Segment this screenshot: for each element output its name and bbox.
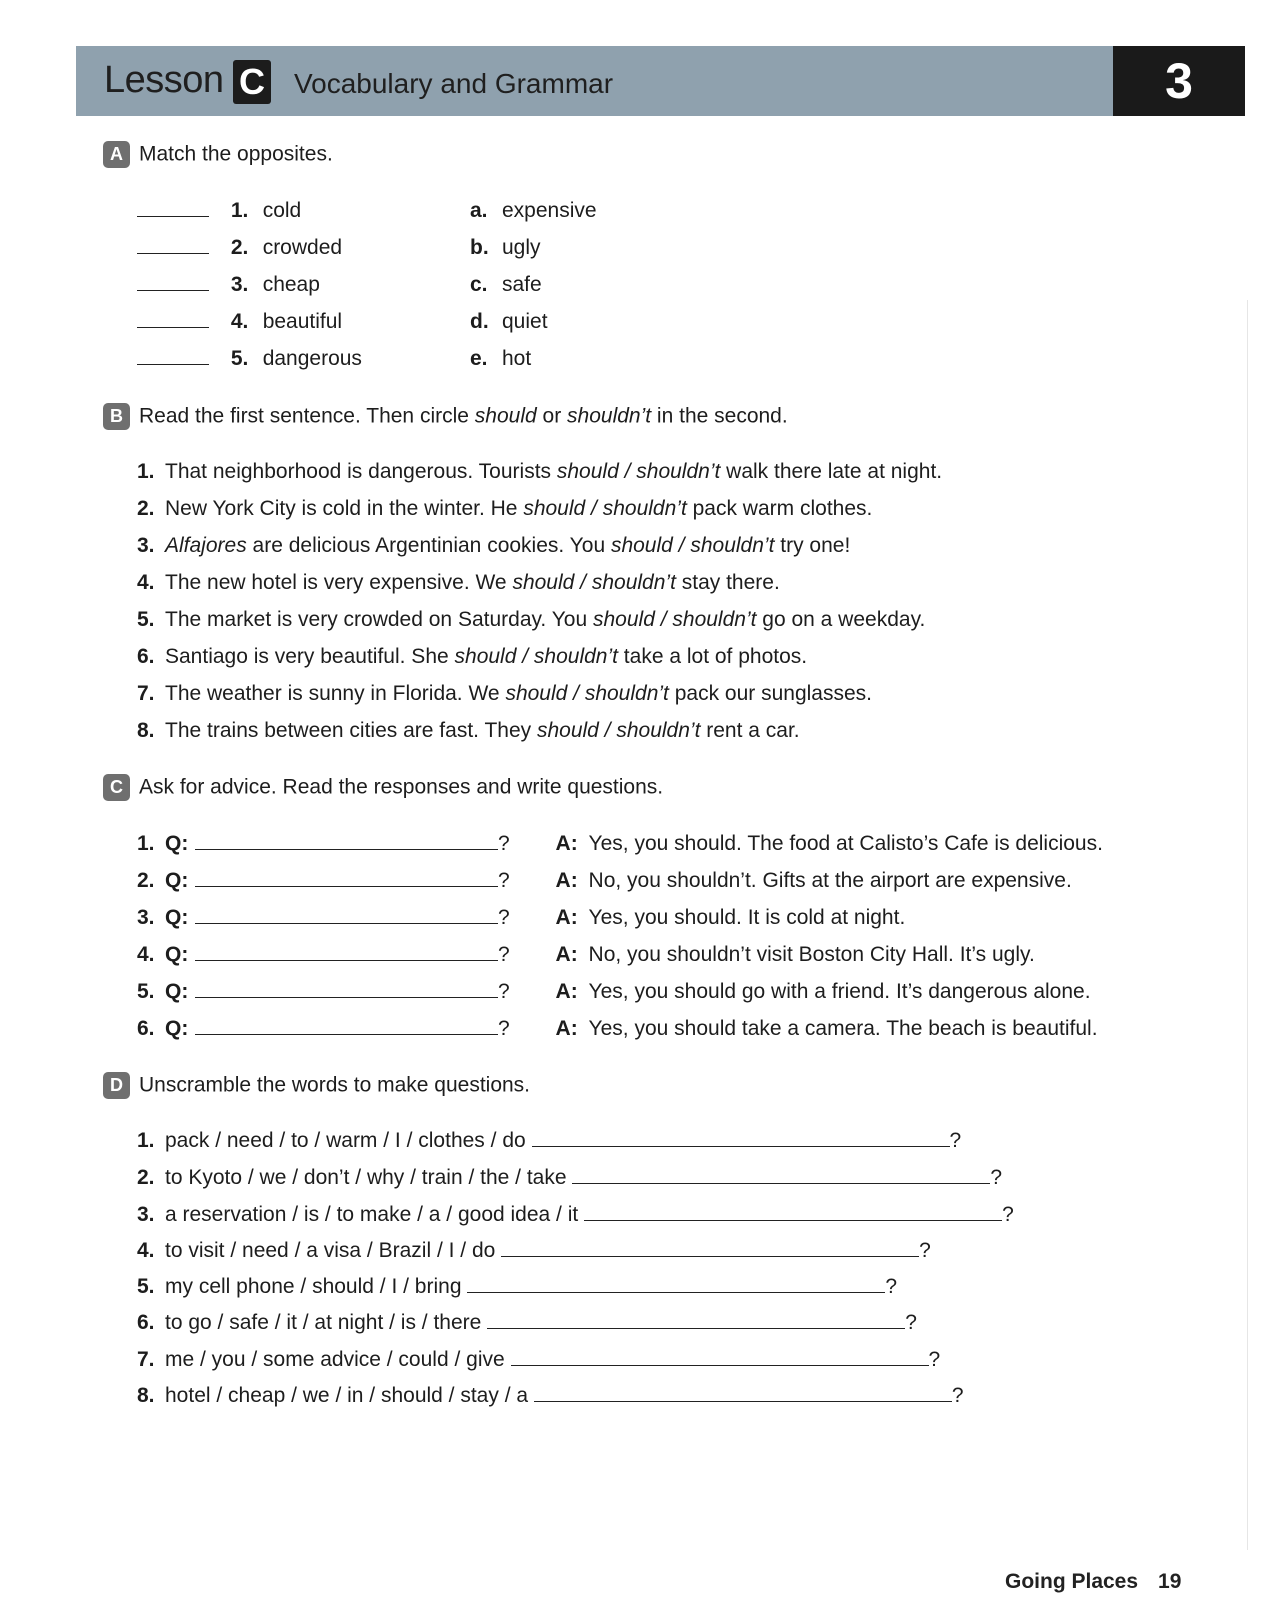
scrambled-words: pack / need / to / warm / I / clothes / do bbox=[165, 1129, 526, 1152]
unit-number: 3 bbox=[1113, 46, 1245, 116]
item-number: 5. bbox=[230, 347, 249, 370]
item-number: 3. bbox=[137, 534, 155, 557]
match-option bbox=[470, 236, 541, 260]
match-word: cheap bbox=[262, 273, 320, 296]
sentence-item: 4. The new hotel is very expensive. We should / shouldn’t stay there. bbox=[137, 571, 780, 594]
answer-blank[interactable] bbox=[572, 1165, 990, 1184]
sentence-item: 8. The trains between cities are fast. They should / shouldn’t rent a car. bbox=[137, 719, 800, 742]
a-label: A: bbox=[555, 943, 578, 966]
item-number: 6. bbox=[137, 645, 155, 668]
lesson-header bbox=[76, 46, 1245, 116]
match-item bbox=[137, 346, 362, 371]
scrambled-words: me / you / some advice / could / give bbox=[165, 1348, 505, 1371]
answer-blank[interactable] bbox=[137, 235, 209, 254]
question-mark: ? bbox=[885, 1275, 898, 1298]
answer-text: No, you shouldn’t visit Boston City Hall. It’s ugly. bbox=[588, 943, 1035, 966]
section-c-heading bbox=[103, 774, 663, 801]
page-number: 19 bbox=[1158, 1570, 1182, 1593]
book-title: Going Places bbox=[1005, 1570, 1139, 1593]
question-blank[interactable] bbox=[195, 942, 498, 961]
sentence-item: 5. The market is very crowded on Saturday. You should / shouldn’t go on a weekday. bbox=[137, 608, 926, 631]
question-blank[interactable] bbox=[195, 905, 498, 924]
option-letter: e. bbox=[470, 347, 488, 370]
option-letter: d. bbox=[470, 310, 489, 333]
item-number: 3. bbox=[137, 1203, 155, 1226]
option-word: quiet bbox=[502, 310, 548, 333]
qa-item bbox=[137, 942, 1035, 967]
match-item bbox=[137, 309, 342, 334]
unscramble-item bbox=[137, 1238, 931, 1263]
question-mark: ? bbox=[498, 980, 510, 1003]
option-word: hot bbox=[502, 347, 532, 370]
item-number: 2. bbox=[137, 869, 155, 892]
q-label: Q: bbox=[165, 906, 189, 929]
scrambled-words: to go / safe / it / at night / is / there bbox=[165, 1311, 482, 1334]
item-number: 1. bbox=[137, 460, 155, 483]
q-label: Q: bbox=[165, 832, 189, 855]
question-mark: ? bbox=[1002, 1203, 1014, 1226]
item-number: 2. bbox=[230, 236, 249, 259]
q-label: Q: bbox=[165, 980, 189, 1003]
section-b-instruction: Read the first sentence. Then circle should or shouldn’t in the second. bbox=[139, 404, 788, 428]
page-edge-divider bbox=[1247, 300, 1248, 1550]
question-mark: ? bbox=[951, 1384, 964, 1407]
unscramble-item bbox=[137, 1347, 940, 1372]
qa-item bbox=[137, 868, 1072, 893]
section-c-instruction: Ask for advice. Read the responses and write questions. bbox=[139, 775, 664, 799]
item-number: 8. bbox=[137, 719, 155, 742]
answer-blank[interactable] bbox=[137, 198, 209, 217]
should-shouldnt-choice[interactable]: should / shouldn’t bbox=[536, 719, 701, 742]
lesson-label: Lesson bbox=[104, 59, 224, 101]
item-number: 7. bbox=[137, 682, 155, 705]
question-blank[interactable] bbox=[195, 979, 498, 998]
item-number: 1. bbox=[137, 832, 155, 855]
answer-blank[interactable] bbox=[137, 272, 209, 291]
item-number: 1. bbox=[137, 1129, 155, 1152]
answer-text: Yes, you should. It is cold at night. bbox=[588, 906, 906, 929]
match-word: beautiful bbox=[262, 310, 343, 333]
answer-text: Yes, you should go with a friend. It’s dangerous alone. bbox=[588, 980, 1091, 1003]
match-item bbox=[137, 272, 320, 297]
answer-blank[interactable] bbox=[584, 1202, 1002, 1221]
scrambled-words: my cell phone / should / I / bring bbox=[165, 1275, 462, 1298]
a-label: A: bbox=[555, 832, 578, 855]
sentence-item: 2. New York City is cold in the winter. He should / shouldn’t pack warm clothes. bbox=[137, 497, 873, 520]
section-c-badge: C bbox=[103, 774, 130, 801]
option-letter: b. bbox=[470, 236, 489, 259]
match-word: cold bbox=[262, 199, 302, 222]
option-word: ugly bbox=[502, 236, 541, 259]
item-number: 4. bbox=[137, 1239, 155, 1262]
item-number: 6. bbox=[137, 1311, 155, 1334]
should-shouldnt-choice[interactable]: should / shouldn’t bbox=[523, 497, 687, 520]
a-label: A: bbox=[555, 980, 578, 1003]
item-number: 7. bbox=[137, 1348, 155, 1371]
sentence-item: 7. The weather is sunny in Florida. We should / shouldn’t pack our sunglasses. bbox=[137, 682, 872, 705]
section-d-heading bbox=[103, 1072, 530, 1099]
item-number: 1. bbox=[230, 199, 249, 222]
qa-item bbox=[137, 905, 905, 930]
question-mark: ? bbox=[928, 1348, 941, 1371]
answer-blank[interactable] bbox=[501, 1238, 919, 1257]
item-number: 4. bbox=[137, 571, 155, 594]
should-shouldnt-choice[interactable]: should / shouldn’t bbox=[593, 608, 757, 631]
sentence-item: 3. Alfajores are delicious Argentinian cookies. You should / shouldn’t try one! bbox=[137, 534, 851, 557]
lesson-letter-badge: C bbox=[233, 60, 271, 104]
unscramble-item bbox=[137, 1202, 1014, 1227]
answer-blank[interactable] bbox=[487, 1310, 905, 1329]
answer-text: Yes, you should. The food at Calisto’s Cafe is delicious. bbox=[588, 832, 1103, 855]
item-number: 4. bbox=[137, 943, 155, 966]
match-item bbox=[137, 198, 301, 223]
qa-item bbox=[137, 831, 1103, 856]
item-number: 8. bbox=[137, 1384, 155, 1407]
section-a-heading bbox=[103, 141, 333, 168]
option-letter: a. bbox=[470, 199, 488, 222]
question-blank[interactable] bbox=[195, 868, 498, 887]
scrambled-words: to visit / need / a visa / Brazil / I / do bbox=[165, 1239, 496, 1262]
unscramble-item bbox=[137, 1165, 1002, 1190]
unscramble-item bbox=[137, 1310, 917, 1335]
q-label: Q: bbox=[165, 943, 189, 966]
lesson-title: Vocabulary and Grammar bbox=[294, 68, 614, 99]
item-number: 2. bbox=[137, 497, 155, 520]
scrambled-words: to Kyoto / we / don’t / why / train / the / take bbox=[165, 1166, 567, 1189]
match-word: dangerous bbox=[262, 347, 362, 370]
answer-text: No, you shouldn’t. Gifts at the airport are expensive. bbox=[588, 869, 1072, 892]
match-option bbox=[470, 310, 548, 334]
answer-blank[interactable] bbox=[532, 1128, 950, 1147]
should-shouldnt-choice[interactable]: should / shouldn’t bbox=[512, 571, 676, 594]
answer-text: Yes, you should take a camera. The beach is beautiful. bbox=[588, 1017, 1098, 1040]
a-label: A: bbox=[555, 906, 578, 929]
question-blank[interactable] bbox=[195, 1016, 498, 1035]
should-shouldnt-choice[interactable]: should / shouldn’t bbox=[610, 534, 775, 557]
a-label: A: bbox=[555, 869, 578, 892]
answer-blank[interactable] bbox=[511, 1347, 929, 1366]
question-mark: ? bbox=[498, 1017, 510, 1040]
q-label: Q: bbox=[165, 1017, 189, 1040]
item-number: 5. bbox=[137, 980, 155, 1003]
question-mark: ? bbox=[919, 1239, 931, 1262]
match-option bbox=[470, 273, 542, 297]
question-mark: ? bbox=[498, 832, 510, 855]
should-shouldnt-choice[interactable]: should / shouldn’t bbox=[505, 682, 669, 705]
match-option bbox=[470, 199, 597, 223]
option-word: safe bbox=[502, 273, 542, 296]
section-d-instruction: Unscramble the words to make questions. bbox=[139, 1073, 531, 1097]
scrambled-words: hotel / cheap / we / in / should / stay / a bbox=[165, 1384, 529, 1407]
item-number: 5. bbox=[137, 608, 155, 631]
item-number: 3. bbox=[230, 273, 249, 296]
q-label: Q: bbox=[165, 869, 189, 892]
question-mark: ? bbox=[990, 1166, 1003, 1189]
question-mark: ? bbox=[498, 906, 510, 929]
question-blank[interactable] bbox=[195, 831, 498, 850]
sentence-item: 1. That neighborhood is dangerous. Tourists should / shouldn’t walk there late at night. bbox=[137, 460, 943, 483]
answer-blank[interactable] bbox=[534, 1383, 952, 1402]
option-word: expensive bbox=[502, 199, 597, 222]
section-b-badge: B bbox=[103, 403, 130, 430]
item-number: 6. bbox=[137, 1017, 155, 1040]
item-number: 3. bbox=[137, 906, 155, 929]
section-a-badge: A bbox=[103, 141, 130, 168]
question-mark: ? bbox=[905, 1311, 917, 1334]
qa-item bbox=[137, 979, 1091, 1004]
sentence-item: 6. Santiago is very beautiful. She should / shouldn’t take a lot of photos. bbox=[137, 645, 808, 668]
qa-item bbox=[137, 1016, 1098, 1041]
question-mark: ? bbox=[498, 943, 510, 966]
section-a-instruction: Match the opposites. bbox=[139, 142, 333, 166]
section-b-heading bbox=[103, 403, 788, 430]
question-mark: ? bbox=[498, 869, 510, 892]
item-number: 5. bbox=[137, 1275, 155, 1298]
unscramble-item bbox=[137, 1274, 897, 1299]
match-option bbox=[470, 347, 531, 371]
unscramble-item bbox=[137, 1128, 961, 1153]
question-mark: ? bbox=[949, 1129, 962, 1152]
option-letter: c. bbox=[470, 273, 488, 296]
a-label: A: bbox=[555, 1017, 578, 1040]
scrambled-words: a reservation / is / to make / a / good idea / it bbox=[165, 1203, 579, 1226]
page-footer bbox=[1005, 1570, 1181, 1594]
match-item bbox=[137, 235, 342, 260]
section-d-badge: D bbox=[103, 1072, 130, 1099]
answer-blank[interactable] bbox=[137, 346, 209, 365]
match-word: crowded bbox=[262, 236, 343, 259]
answer-blank[interactable] bbox=[137, 309, 209, 328]
item-number: 2. bbox=[137, 1166, 155, 1189]
unscramble-item bbox=[137, 1383, 964, 1408]
answer-blank[interactable] bbox=[467, 1274, 885, 1293]
item-number: 4. bbox=[230, 310, 249, 333]
should-shouldnt-choice[interactable]: should / shouldn’t bbox=[556, 460, 721, 483]
should-shouldnt-choice[interactable]: should / shouldn’t bbox=[454, 645, 618, 668]
